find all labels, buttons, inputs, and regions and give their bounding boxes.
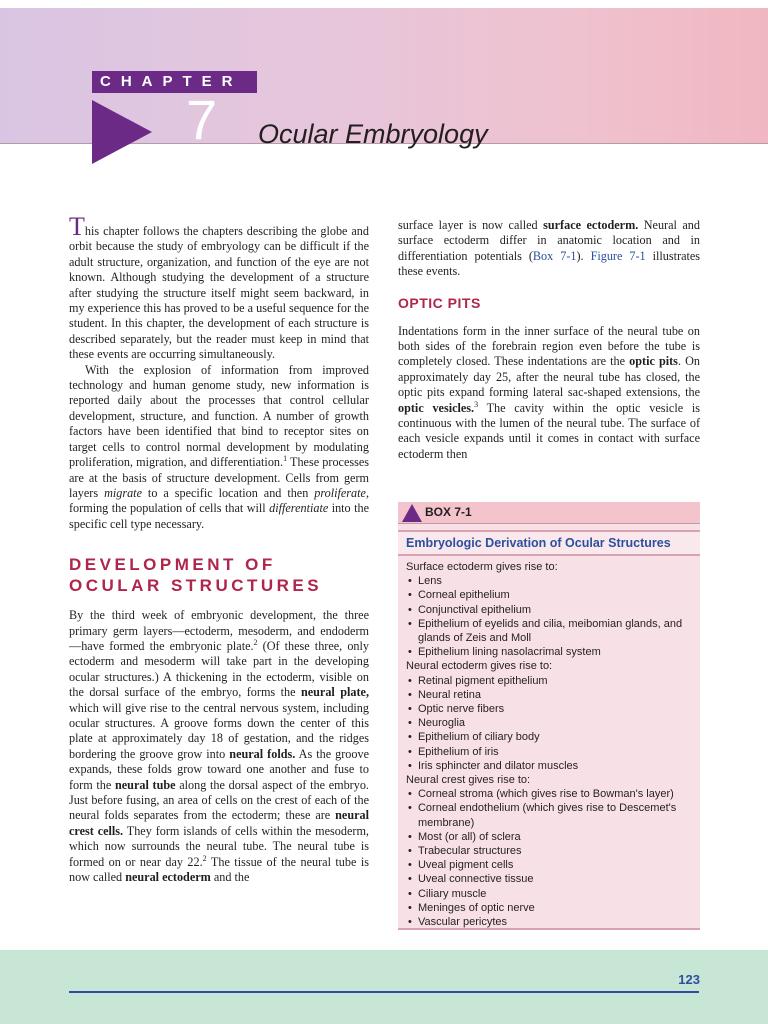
box-list-item: • Corneal endothelium (which gives rise to Descemet's membrane) [406,801,696,829]
right-column [398,218,700,462]
box-list-item: • Epithelium of ciliary body [406,730,696,744]
box-7-1 [398,502,700,930]
box-list-item: • Neural retina [406,688,696,702]
chapter-header-band [0,8,768,151]
figure-7-1-link[interactable]: Figure 7-1 [590,248,646,263]
box-list-heading: Surface ectoderm gives rise to: [406,561,558,573]
box-list-item: • Neuroglia [406,716,696,730]
chapter-label: CHAPTER [92,71,257,93]
left-column [69,212,369,885]
box-list-item: • Trabecular structures [406,844,696,858]
box-list-item: • Corneal stroma (which gives rise to Bowman's layer) [406,787,696,801]
box-list-item: • Iris sphincter and dilator muscles [406,759,696,773]
box-list-item: • Epithelium of iris [406,745,696,759]
box-title: Embryologic Derivation of Ocular Structures [406,536,671,550]
box-list-item: • Meninges of optic nerve [406,901,696,915]
box-list-item: • Vascular pericytes [406,915,696,929]
chapter-title: Ocular Embryology [258,119,488,149]
box-list-heading: Neural ectoderm gives rise to: [406,660,553,673]
box-list-item: • Uveal pigment cells [406,858,696,872]
chapter-number: 7 [186,88,218,151]
box-list-item: • Ciliary muscle [406,887,696,901]
footer-rule [69,991,699,993]
box-list [406,560,696,929]
section-heading-optic-pits: OPTIC PITS [398,294,481,311]
box-label: BOX 7-1 [425,505,472,519]
box-list-item: • Retinal pigment epithelium [406,674,696,688]
box-list-item: • Lens [406,574,696,588]
box-list-item: • Uveal connective tissue [406,872,696,886]
box-7-1-link[interactable]: Box 7-1 [532,248,577,263]
box-tab [398,502,700,524]
box-list-item: • Epithelium of eyelids and cilia, meibomian glands, and glands of Zeis and Moll [406,617,696,645]
page-number: 123 [678,972,700,987]
development-paragraph: By the third week of embryonic development, the three primary germ layers—ectoderm, mesoderm, and endoderm—have formed the embryonic plate.$^2$ (Of these three, only ectoderm and mesoderm will take part in the developing ocular structures.) A thickening in the ectoderm, visible on the dorsal surface of the embryo, forms the neural plate, which will give rise to the central nervous system, including ocular structures. A groove forms down the center of this plate at approximately day 18 of gestation, and the ridges bordering the groove grow into neural folds. As the groove expands, these folds grow toward one another and fuse to form the neural tube along the dorsal aspect of the embryo. Just before fusing, an area of cells on the crest of each of the neural folds separates from the ectoderm; these are neural crest cells. They form islands of cells within the mesoderm, which now surrounds the neural tube. The neural tube is formed on or near day 22.$^2$ The tissue of the neural tube is now called neural ectoderm and the [69,608,369,885]
intro-paragraph-1: This chapter follows the chapters describing the globe and orbit because the study of embryology can be difficult if the adult structure, organization, and function of the eye are not known. Although studying the development of a structure after studying the structure itself might seem backward, in my experience this has proved to be a useful sequence for the student. In this chapter, the development of each structure is described separately, but the reader must keep in mind that these events are occurring simultaneously. [69,212,369,362]
box-bottom-rule [398,928,700,930]
drop-cap: T [69,212,85,241]
box-list-item: • Most (or all) of sclera [406,830,696,844]
box-title-bar [398,530,700,556]
box-list-item: • Conjunctival epithelium [406,603,696,617]
optic-pits-paragraph: Indentations form in the inner surface of the neural tube on both sides of the forebrain region even before the tube is completely closed. These indentations are the optic pits. On approximately day 25, after the neural tube has closed, the optic pits expand forming lateral sac-shaped extensions, the optic vesicles.$^3$ The cavity within the optic vesicle is continuous with the lumen of the neural tube. The surface of each vesicle expands until it comes in contact with surface ectoderm then [398,323,700,461]
box-list-heading: Neural crest gives rise to: [406,774,531,787]
box-list-item: • Corneal epithelium [406,588,696,602]
box-list-item: • Optic nerve fibers [406,702,696,716]
footer-band [0,950,768,1024]
triangle-icon [402,504,422,522]
box-list-item: • Epithelium lining nasolacrimal system [406,645,696,659]
intro-paragraph-2: With the explosion of information from improved technology and human genome study, new information is reported daily about the processes that control cellular development, structure, and function. A number of growth factors have been identified that bind to receptor sites on target cells to control normal development by modulating proliferation, migration, and differentiation.$^1$ These processes are at the basis of structure development. Cells from germ layers migrate to a specific location and then proliferate, forming the population of cells that will differentiate into the specific cell type necessary. [69,362,369,531]
section-heading-development: DEVELOPMENT OF OCULAR STRUCTURES [69,555,323,596]
surface-ectoderm-paragraph: surface layer is now called surface ectoderm. Neural and surface ectoderm differ in anatomic location and in differentiation potentials (Box 7-1). Figure 7-1 illustrates these events. [398,218,701,279]
chapter-triangle-icon [92,100,152,164]
